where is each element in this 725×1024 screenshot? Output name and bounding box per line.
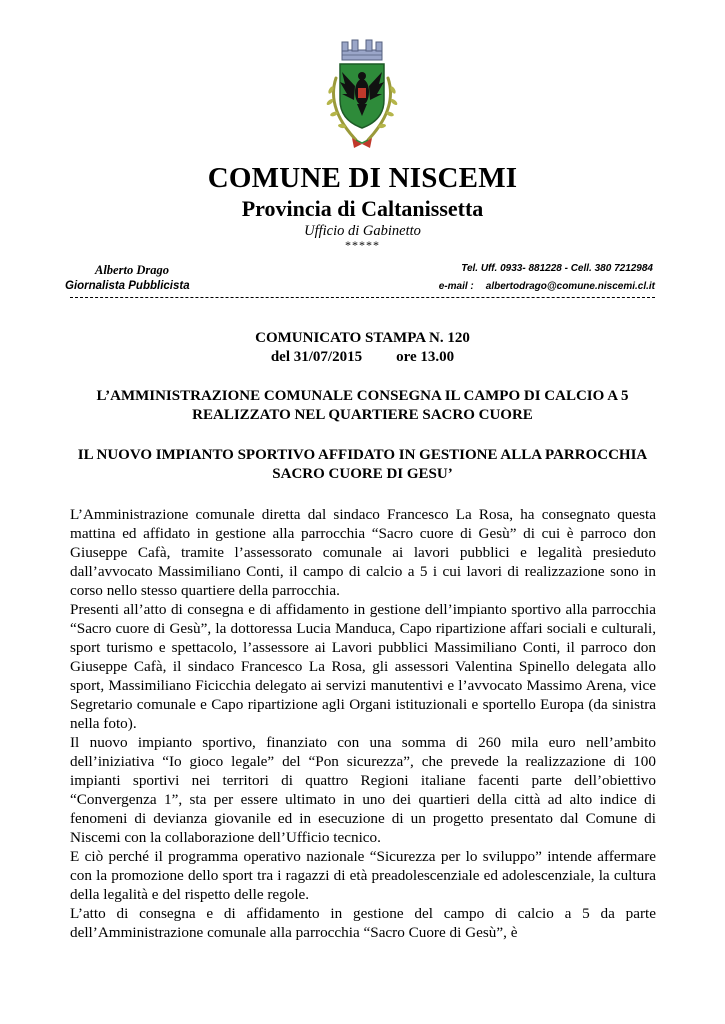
- paragraph: L’Amministrazione comunale diretta dal sindaco Francesco La Rosa, ha consegnato questa mattina ed affidato in gestione alla parrocchia “Sacro cuore di Gesù” di cui è parroco don Giuseppe Cafà, tramite l’assessorato comunale ai lavori pubblici e legalità presieduto dall’avvocato Massimiliano Conti, il campo di calcio a 5 i cui lavori di realizzazione sono in corso nello stesso quartiere della parrocchia.: [70, 506, 656, 599]
- paragraph: E ciò perché il programma operativo nazionale “Sicurezza per lo sviluppo” intende affermare con la promozione dello sport tra i ragazzi di età preadolescenziale ed adolescenziale, la cultura della legalità e del rispetto delle regole.: [70, 848, 656, 903]
- release-time: ore 13.00: [396, 349, 455, 365]
- paragraph: Presenti all’atto di consegna e di affidamento in gestione dell’impianto sportivo alla parrocchia “Sacro cuore di Gesù”, la dottoressa Lucia Manduca, Capo ripartizione affari sociali e culturali, sport turismo e spettacolo, l’assessore ai Lavori pubblici Massimiliano Conti, il parroco don Giuseppe Cafà, il sindaco Francesco La Rosa, gli assessori Valentina Spinello delegata allo sport, Massimiliano Ficicchia delegato ai servizi manutentivi e l’avvocato Massimo Arena, vice Segretario comunale e Capo ripartizione agli Organi istituzionali e sportello Europa (da sinistra nella foto).: [70, 601, 656, 732]
- office-name: Ufficio di Gabinetto: [304, 223, 421, 239]
- author-role: Giornalista Pubblicista: [65, 280, 190, 292]
- email-address: albertodrago@comune.niscemi.cl.it: [485, 281, 655, 292]
- paragraph: Il nuovo impianto sportivo, finanziato con una somma di 260 mila euro nell’ambito dell’iniziativa “Io gioco legale” del “Pon sicurezza”, che prevede la realizzazione di 100 impianti sportivi nei territori di quattro Regioni italiane facenti parte dell’obiettivo “Convergenza 1”, sta per essere ultimato in uno dei quartieri della città ad alto indice di fenomeni di devianza giovanile ed in esecuzione di un progetto presentato dal Comune di Niscemi con la collaborazione dell’Ufficio tecnico.: [70, 734, 656, 846]
- email-line: [439, 281, 655, 292]
- headline-main: L’AMMINISTRAZIONE COMUNALE CONSEGNA IL CAMPO DI CALCIO A 5 REALIZZATO NEL QUARTIERE SACRO CUORE: [96, 388, 629, 423]
- coat-of-arms-logo: [320, 38, 404, 156]
- press-release-date: [0, 349, 725, 366]
- author-name: Alberto Drago: [95, 263, 169, 277]
- page-title: COMUNE DI NISCEMI: [207, 162, 518, 194]
- paragraph: L’atto di consegna e di affidamento in gestione del campo di calcio a 5 da parte dell’Amministrazione comunale alla parrocchia “Sacro Cuore di Gesù”, è: [70, 905, 656, 941]
- phone-contacts: Tel. Uff. 0933- 881228 - Cell. 380 7212984: [461, 263, 653, 274]
- stars-divider: *****: [345, 238, 380, 252]
- email-label: e-mail :: [438, 281, 474, 292]
- province-subtitle: Provincia di Caltanissetta: [241, 196, 484, 221]
- release-date: del 31/07/2015: [270, 349, 363, 365]
- headline-secondary: IL NUOVO IMPIANTO SPORTIVO AFFIDATO IN GESTIONE ALLA PARROCCHIA SACRO CUORE DI GESU’: [77, 447, 648, 482]
- press-release-number: COMUNICATO STAMPA N. 120: [255, 330, 470, 346]
- article-body: [70, 505, 656, 942]
- crown-icon: [342, 40, 382, 60]
- header-separator: [70, 297, 655, 298]
